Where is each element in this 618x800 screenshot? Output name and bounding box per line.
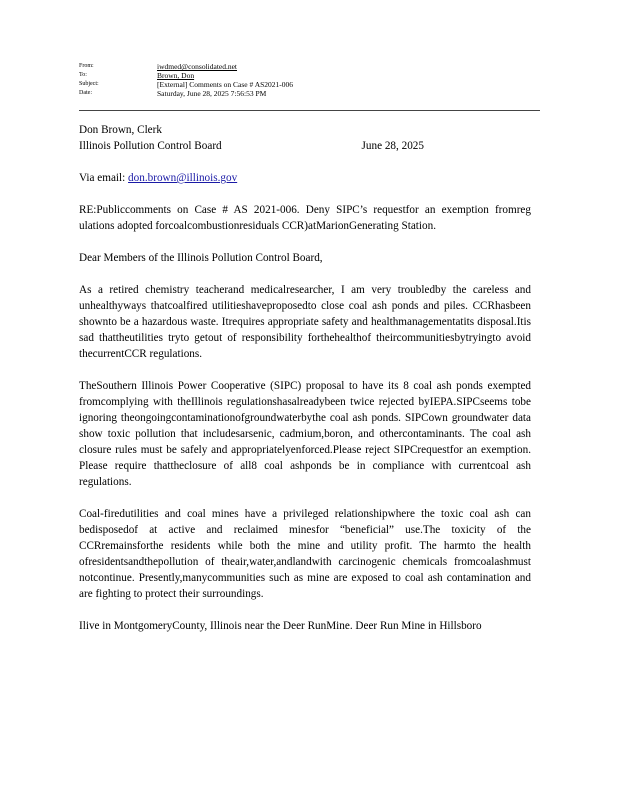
email-header [79,62,293,98]
paragraph-4: Ilive in MontgomeryCounty, Illinois near the Deer RunMine. Deer Run Mine in Hillsboro [79,620,482,632]
header-divider [79,110,540,111]
to-recipient-link[interactable]: Brown, Don [157,71,195,81]
paragraph-2: TheSouthern Illinois Power Cooperative (SIPC) proposal to have its 8 coal ash ponds exempted fromcomplying with theIllinois regulationshasalreadybeen twice rejected byIEPA.SIPCseems tobe ignoring theongoingcontaminationofgroundwaterbythe coal ash ponds. SIPCown groundwater data show toxic pollution that includesarsenic, cadmium,boron, and othercontaminants. The coal ash closure rules must be safely and appropriatelyenforced.Please reject SIPCrequestfor an exemption. Please require thattheclosure of all8 coal ashponds be in compliance with currentcoal ash regulations. [79,380,531,488]
letter-date: June 28, 2025 [361,140,424,152]
header-to-row [79,71,293,80]
subject-value: [External] Comments on Case # AS2021-006 [157,80,294,90]
date-label: Date: [79,90,92,97]
addressee-org-line [79,138,424,154]
from-email-link[interactable]: iwdmed@consolidated.net [157,62,238,71]
subject-label: Subject: [79,81,99,88]
letter-body [79,122,531,634]
paragraph-1: As a retired chemistry teacherand medicalresearcher, I am very troubledby the careless and unhealthyways thatcoalfired utilitieshaveproposedto close coal ash ponds and piles. CCRhasbeen shownto be a hazardous waste. Itrequires appropriate safety and healthmanagementatits disposal.Itis sad thattheutilities tryto getout of responsibility forthehealthof theircommunitiesbytryingto avoid thecurrentCCR regulations. [79,284,531,360]
header-date-row [79,89,293,98]
to-label: To: [79,72,87,79]
header-from-row [79,62,293,71]
paragraph-3: Coal-firedutilities and coal mines have a privileged relationshipwhere the toxic coal ash can bedisposedof at active and reclaimed minesfor “beneficial” use.The toxicity of the CCRremainsforthe residents while both the mine and utility profit. The harmto the health ofresidentsandthepollution of theair,water,andlandwith carcinogenic chemicals fromcoalashmust notcontinue. Presently,manycommunities such as mine are exposed to coal ash contamination and are fighting to protect their surroundings. [79,508,531,600]
from-label: From: [79,63,94,69]
via-email-line [79,170,531,186]
date-value: Saturday, June 28, 2025 7:56:53 PM [157,89,267,99]
addressee-org: Illinois Pollution Control Board [79,140,222,152]
via-email-label: Via email: [79,172,126,184]
via-email-link[interactable]: don.brown@illinois.gov [128,172,238,184]
re-line: RE:Publiccomments on Case # AS 2021-006. Deny SIPC’s requestfor an exemption fromreg ulations adopted forcoalcombustionresiduals CCR)atMarionGenerating Station. [79,204,531,232]
salutation: Dear Members of the Illinois Pollution Control Board, [79,252,323,264]
header-subject-row [79,80,293,89]
addressee-name: Don Brown, Clerk [79,124,162,136]
